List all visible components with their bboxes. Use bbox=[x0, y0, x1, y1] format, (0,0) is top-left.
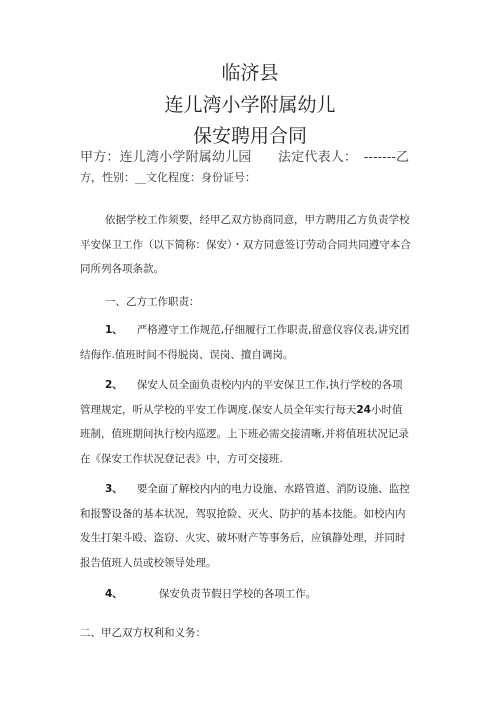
item-2 bbox=[80, 373, 430, 471]
item-3-text: 要全面了解校内内的电力设施、水路管道、消防设施、监控 bbox=[136, 483, 410, 495]
item-3-line: 报告值班人员或校领导处理。 bbox=[80, 556, 217, 569]
item-2-number: 2、 bbox=[105, 379, 123, 391]
item-3 bbox=[80, 477, 430, 575]
party-b-line: 方，性别：__文化程度：身份证号： bbox=[80, 171, 256, 184]
item-4-number: 4、 bbox=[105, 588, 123, 600]
item-2-line: 班制，值班期间执行校内巡逻。上下班必需交接清晰,并将值班状况记录 bbox=[80, 428, 409, 440]
county-title: 临济县 bbox=[221, 62, 279, 84]
section-1-heading-block bbox=[80, 290, 430, 315]
intro-line: 依据学校工作须要，经甲乙双方协商同意，甲方聘用乙方负责学校 bbox=[105, 214, 410, 226]
section-2-heading-block bbox=[80, 621, 430, 646]
item-2-first-line bbox=[80, 373, 430, 398]
party-a-line: 甲方：连儿湾小学附属幼儿园 法定代表人： -------乙 bbox=[80, 150, 410, 165]
item-4-text: 保安负责节假日学校的各项工作。 bbox=[158, 588, 317, 600]
item-3-number: 3、 bbox=[105, 483, 123, 495]
intro-line: 同所列各项条款。 bbox=[80, 263, 164, 275]
item-2-line-text: 管理规定，听从学校的平安工作调度.保安人员全年实行每天 bbox=[80, 403, 357, 416]
item-2-hours: 24 bbox=[356, 403, 371, 416]
item-1-text: 严格遵守工作规范,仔细履行工作职责,留意仪容仪表,讲究团 bbox=[136, 324, 410, 336]
item-1-number: 1、 bbox=[105, 324, 123, 336]
item-2-line: 在《保安工作状况登记表》中，方可交接班. bbox=[80, 452, 283, 465]
item-1-first-line bbox=[80, 318, 430, 343]
item-2-text: 保安人员全面负责校内内的平安保卫工作,执行学校的各项 bbox=[136, 379, 403, 391]
intro-line: 平安保卫工作（以下简称：保安）・双方同意签订劳动合同共同遵守本合 bbox=[80, 238, 411, 251]
section-1-heading: 一、乙方工作职责： bbox=[105, 296, 200, 308]
intro-paragraph bbox=[80, 208, 430, 282]
item-1 bbox=[80, 318, 430, 367]
item-2-line bbox=[80, 398, 430, 423]
section-2-heading: 二、甲乙双方权利和义务： bbox=[80, 627, 206, 639]
item-2-hours-suffix: 小时值 bbox=[370, 403, 403, 416]
item-3-line: 和报警设备的基本状况，驾驭抢险、灭火、防护的基本技能。如校内内 bbox=[80, 507, 406, 520]
item-4-line bbox=[80, 582, 430, 607]
item-3-first-line bbox=[80, 477, 430, 502]
document-title: 保安聘用合同 bbox=[192, 125, 307, 147]
item-1-line: 结侮作.值班时间不得脱岗、误岗、擅自调岗。 bbox=[80, 348, 294, 361]
item-3-line: 发生打架斗殴、盗窃、火灾、破坏财产等事务后，应镇静处理，并同时 bbox=[80, 532, 406, 544]
parties-block bbox=[80, 148, 460, 188]
item-4 bbox=[80, 582, 430, 607]
school-title: 连儿湾小学附属幼儿 bbox=[164, 94, 336, 116]
